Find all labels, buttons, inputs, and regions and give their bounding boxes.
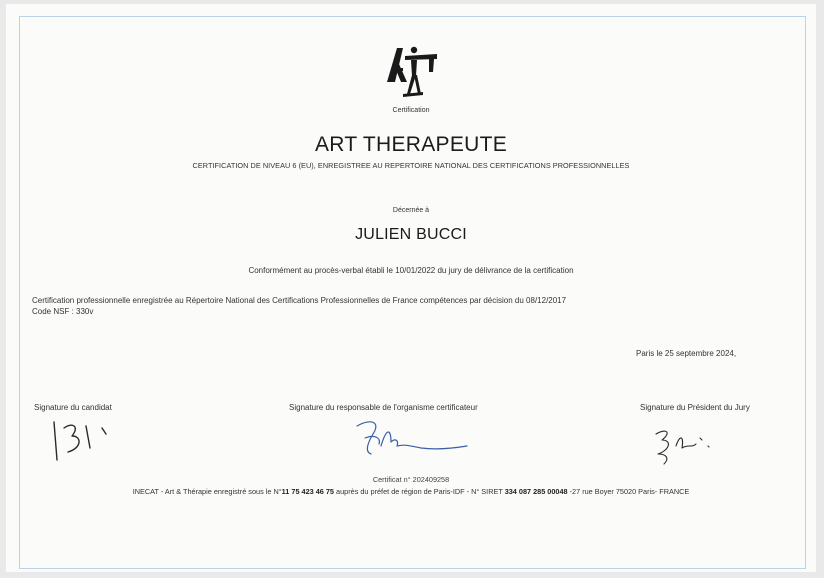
certificate-subtitle: CERTIFICATION DE NIVEAU 6 (EU), ENREGISTREE AU REPERTOIRE NATIONAL DES CERTIFICATIONS PROFESSIONNELLES — [192, 161, 630, 170]
footer-middle: auprès du préfet de région de Paris-IDF - N° SIRET — [334, 487, 505, 496]
president-signature-label: Signature du Président du Jury — [640, 403, 750, 412]
footer-prefix: INECAT - Art & Thérapie enregistré sous le N° — [132, 487, 282, 496]
logo-caption: Certification — [392, 107, 430, 114]
manager-signature — [351, 416, 471, 461]
certificate-title: ART THERAPEUTE — [314, 133, 508, 156]
conformity-text: Conformément au procès-verbal établi le 10/01/2022 du jury de délivrance de la certification — [248, 266, 574, 275]
art-logo-icon — [381, 42, 441, 104]
footer-registration-number: 11 75 423 46 75 — [281, 487, 334, 496]
certificate-page — [6, 4, 816, 572]
candidate-signature — [46, 414, 136, 464]
candidate-signature-label: Signature du candidat — [34, 403, 112, 412]
president-signature — [648, 424, 738, 469]
certificate-number: Certificat n° 202409258 — [372, 475, 450, 484]
recipient-name: JULIEN BUCCI — [355, 226, 467, 243]
place-date: Paris le 25 septembre 2024, — [636, 349, 737, 358]
footer-text — [6, 487, 816, 496]
footer-siret: 334 087 285 00048 — [504, 487, 568, 496]
awarded-to-label: Décernée à — [392, 207, 430, 214]
footer-suffix: -27 rue Boyer 75020 Paris- FRANCE — [567, 487, 690, 496]
nsf-code: Code NSF : 330v — [32, 307, 94, 316]
manager-signature-label: Signature du responsable de l'organisme certificateur — [289, 403, 478, 412]
registration-text: Certification professionnelle enregistrée au Répertoire National des Certifications Professionnelles de France compétences par décision du 08/12/2017 — [32, 296, 567, 305]
